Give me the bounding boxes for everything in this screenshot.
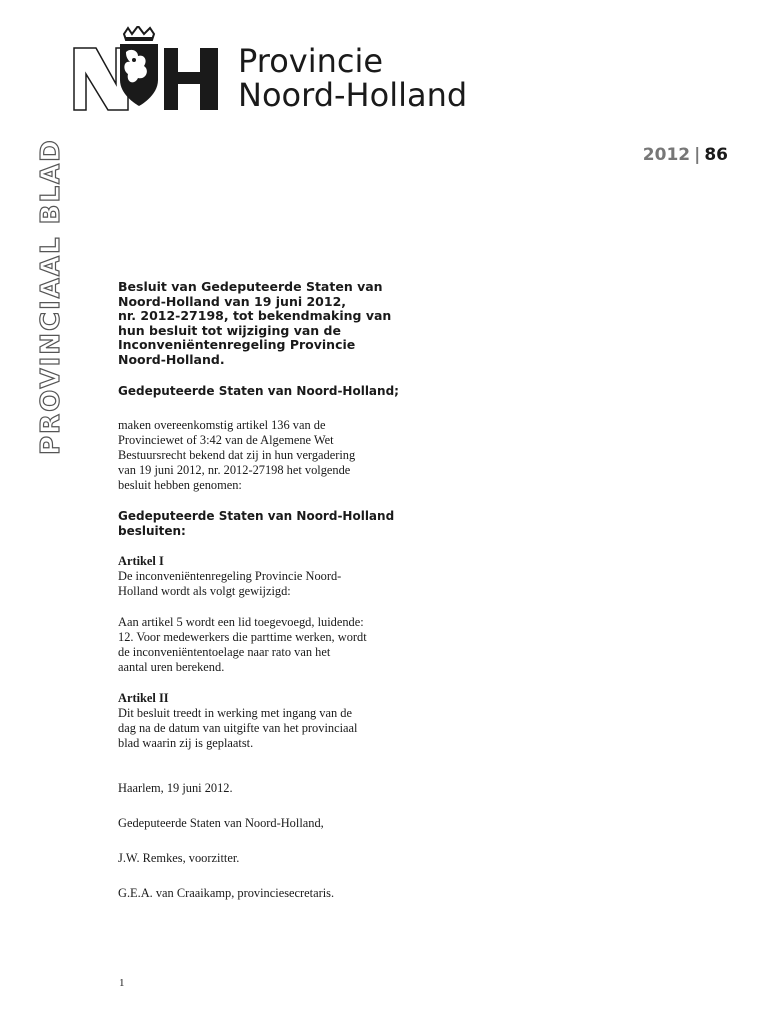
issue-separator: | <box>694 145 701 165</box>
article-2-text <box>118 706 418 751</box>
issue-num: 86 <box>704 145 728 165</box>
text-line: Provinciewet of 3:42 van de Algemene Wet <box>118 433 334 448</box>
place-date: Haarlem, 19 juni 2012. <box>118 781 233 796</box>
crown-icon <box>124 26 154 40</box>
title-line: Noord-Holland van 19 juni 2012, <box>118 293 347 309</box>
text-line: de inconveniëntentoelage naar rato van het <box>118 645 331 660</box>
provinciaal-blad-label: PROVINCIAAL BLAD <box>36 138 66 455</box>
chair-signature: J.W. Remkes, voorzitter. <box>118 851 240 866</box>
article-1-heading: Artikel I <box>118 554 164 569</box>
text-line: blad waarin zij is geplaatst. <box>118 736 254 751</box>
title-line: hun besluit tot wijziging van de <box>118 322 341 338</box>
text-line: aantal uren berekend. <box>118 660 225 675</box>
heading-line: Gedeputeerde Staten van Noord-Holland <box>118 509 395 524</box>
brand-name <box>238 44 467 112</box>
article-1-change <box>118 615 418 675</box>
secretary-signature: G.E.A. van Craaikamp, provinciesecretaris. <box>118 886 335 901</box>
document-title <box>118 280 418 368</box>
provincie-logo <box>72 26 222 112</box>
decision-heading <box>118 509 418 538</box>
brand-line-1: Provincie <box>238 42 384 80</box>
signatory-body: Gedeputeerde Staten van Noord-Holland, <box>118 816 324 831</box>
title-line: Besluit van Gedeputeerde Staten van <box>118 279 383 294</box>
text-line: van 19 juni 2012, nr. 2012-27198 het volgende <box>118 463 351 478</box>
text-line: 12. Voor medewerkers die parttime werken, wordt <box>118 630 367 645</box>
gs-heading: Gedeputeerde Staten van Noord-Holland; <box>118 383 399 398</box>
intro-paragraph <box>118 418 418 493</box>
page-number: 1 <box>119 977 125 989</box>
text-line: maken overeenkomstig artikel 136 van de <box>118 418 326 433</box>
title-line: Inconveniëntenregeling Provincie <box>118 337 356 353</box>
text-line: Holland wordt als volgt gewijzigd: <box>118 584 291 599</box>
letter-h-solid <box>164 48 218 110</box>
brand-line-2: Noord-Holland <box>238 76 468 114</box>
text-line: Bestuursrecht bekend dat zij in hun vergadering <box>118 448 356 463</box>
text-line: dag na de datum van uitgifte van het provinciaal <box>118 721 358 736</box>
issue-year: 2012 <box>642 145 691 165</box>
heading-line: besluiten: <box>118 523 186 538</box>
issue-number <box>643 145 728 165</box>
lion-shield-icon <box>120 44 158 106</box>
text-line: De inconveniëntenregeling Provincie Noord- <box>118 569 342 584</box>
text-line: Aan artikel 5 wordt een lid toegevoegd, luidende: <box>118 615 364 630</box>
title-line: Noord-Holland. <box>118 351 225 367</box>
article-2-heading: Artikel II <box>118 691 169 706</box>
article-1-text <box>118 569 418 599</box>
text-line: Dit besluit treedt in werking met ingang van de <box>118 706 352 721</box>
text-line: besluit hebben genomen: <box>118 478 242 493</box>
letter-n-outline <box>74 48 128 110</box>
document-body <box>118 280 418 901</box>
title-line: nr. 2012-27198, tot bekendmaking van <box>118 308 392 324</box>
